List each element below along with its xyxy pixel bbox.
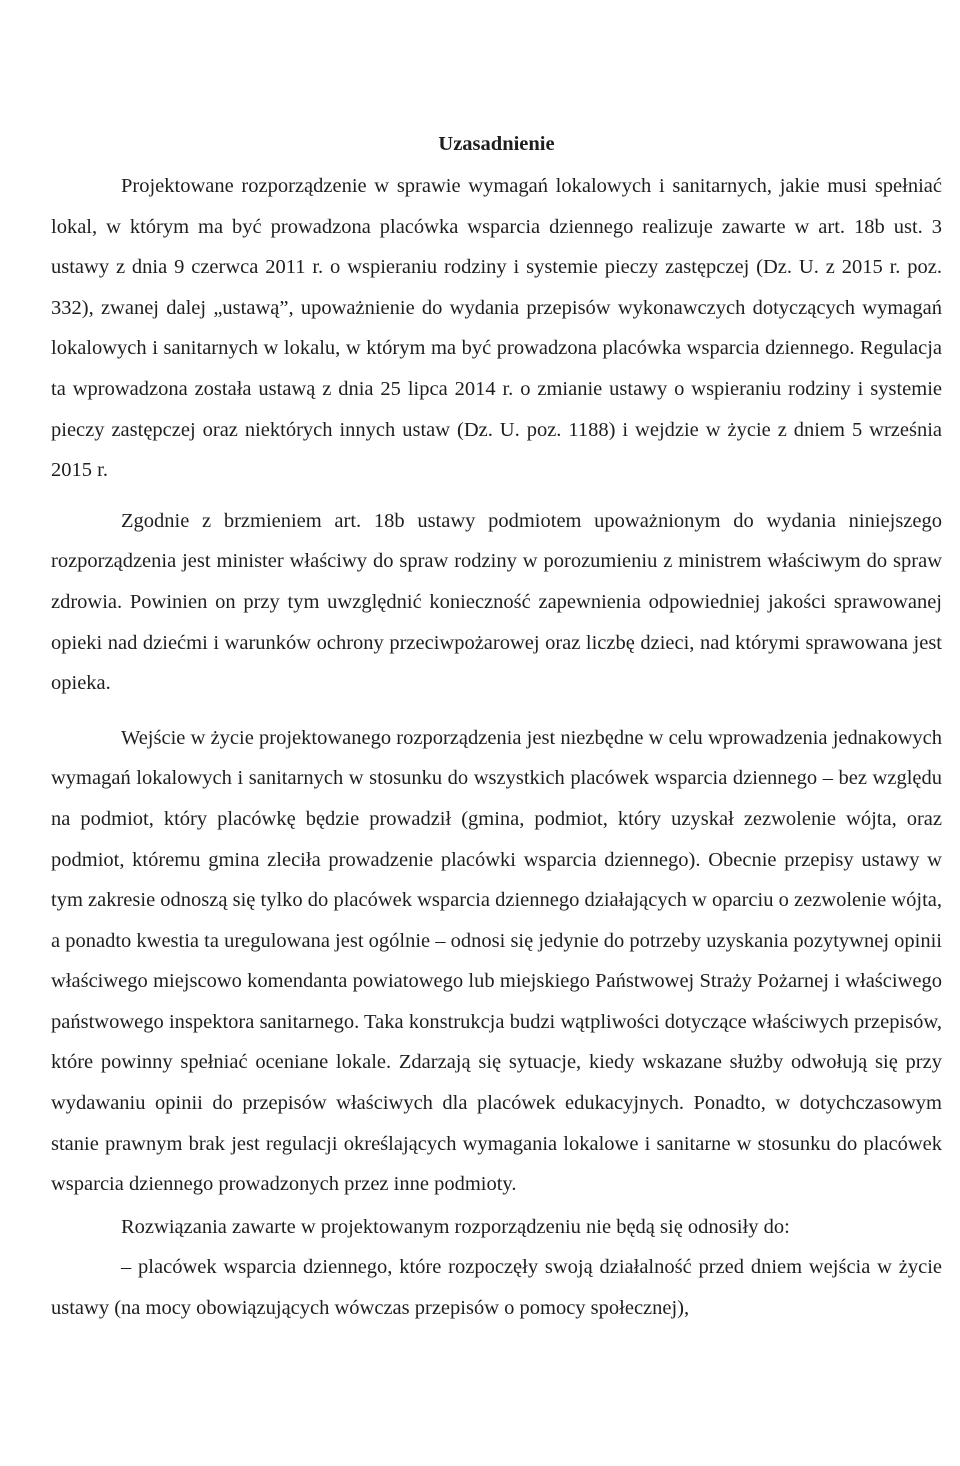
paragraph-4: Rozwiązania zawarte w projektowanym rozporządzeniu nie będą się odnosiły do:: [121, 1215, 790, 1238]
paragraph-3: Wejście w życie projektowanego rozporządzenia jest niezbędne w celu wprowadzenia jednakowych wymagań lokalowych i sanitarnych w stosunku do wszystkich placówek wsparcia dziennego – bez względu na podmiot, który placówkę będzie prowadził (gmina, podmiot, który uzyskał zezwolenie wójta, oraz podmiot, któremu gmina zleciła prowadzenie placówki wsparcia dziennego). Obecnie przepisy ustawy w tym zakresie odnoszą się tylko do placówek wsparcia dziennego działających w oparciu o zezwolenie wójta, a ponadto kwestia ta uregulowana jest ogólnie – odnosi się jedynie do potrzeby uzyskania pozytywnej opinii właściwego miejscowo komendanta powiatowego lub miejskiego Państwowej Straży Pożarnej i właściwego państwowego inspektora sanitarnego. Taka konstrukcja budzi wątpliwości dotyczące właściwych przepisów, które powinny spełniać oceniane lokale. Zdarzają się sytuacje, kiedy wskazane służby odwołują się przy wydawaniu opinii do przepisów właściwych dla placówek edukacyjnych. Ponadto, w dotychczasowym stanie prawnym brak jest regulacji określających wymagania lokalowe i sanitarne w stosunku do placówek wsparcia dziennego prowadzonych przez inne podmioty.: [51, 726, 942, 1196]
document-title: Uzasadnienie: [438, 133, 555, 155]
document-page: [51, 122, 942, 1329]
paragraph-2: Zgodnie z brzmieniem art. 18b ustawy podmiotem upoważnionym do wydania niniejszego rozporządzenia jest minister właściwy do spraw rodziny w porozumieniu z ministrem właściwym do spraw zdrowia. Powinien on przy tym uwzględnić konieczność zapewnienia odpowiedniej jakości sprawowanej opieki nad dziećmi i warunków ochrony przeciwpożarowej oraz liczbę dzieci, nad którymi sprawowana jest opieka.: [51, 509, 942, 695]
paragraph-1: Projektowane rozporządzenie w sprawie wymagań lokalowych i sanitarnych, jakie musi spełniać lokal, w którym ma być prowadzona placówka wsparcia dziennego realizuje zawarte w art. 18b ust. 3 ustawy z dnia 9 czerwca 2011 r. o wspieraniu rodziny i systemie pieczy zastępczej (Dz. U. z 2015 r. poz. 332), zwanej dalej „ustawą”, upoważnienie do wydania przepisów wykonawczych dotyczących wymagań lokalowych i sanitarnych w lokalu, w którym ma być prowadzona placówka wsparcia dziennego. Regulacja ta wprowadzona została ustawą z dnia 25 lipca 2014 r. o zmianie ustawy o wspieraniu rodziny i systemie pieczy zastępczej oraz niektórych innych ustaw (Dz. U. poz. 1188) i wejdzie w życie z dniem 5 września 2015 r.: [51, 175, 942, 482]
list-item-1: – placówek wsparcia dziennego, które rozpoczęły swoją działalność przed dniem wejścia w życie ustawy (na mocy obowiązujących wówczas przepisów o pomocy społecznej),: [51, 1256, 942, 1320]
